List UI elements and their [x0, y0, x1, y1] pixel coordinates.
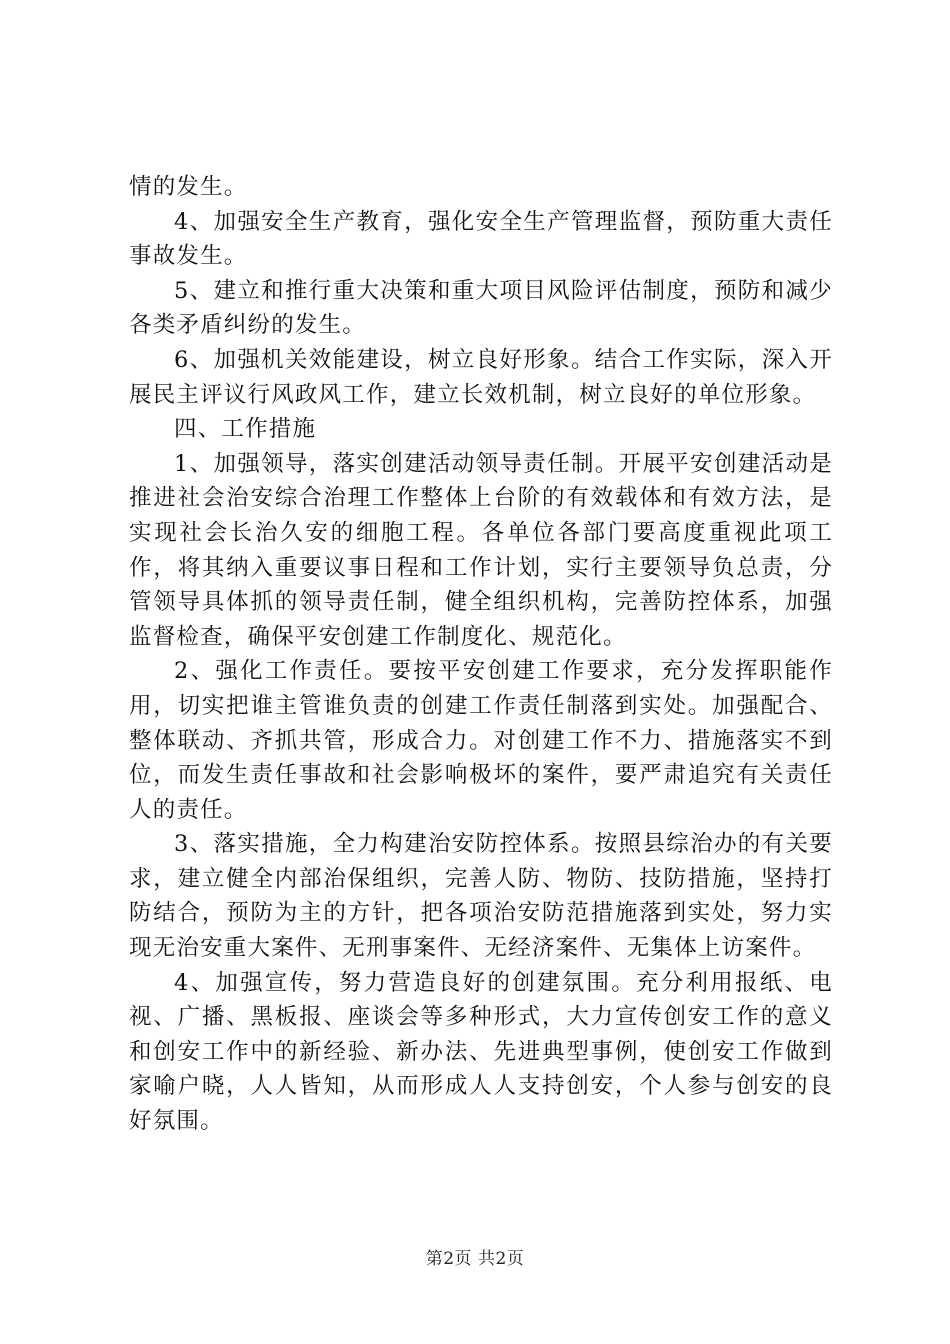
paragraph-item-6-efficiency: 6、加强机关效能建设，树立良好形象。结合工作实际，深入开展民主评议行风政风工作，建立长效机制，树立良好的单位形象。 [129, 346, 833, 408]
page-footer: 第2页 共2页 [425, 1249, 525, 1269]
section-heading-measures: 四、工作措施 [174, 416, 317, 443]
paragraph-continuation: 情的发生。 [129, 174, 248, 200]
paragraph-measure-4: 4、加强宣传，努力营造良好的创建氛围。充分利用报纸、电视、广播、黑板报、座谈会等多种形式，大力宣传创安工作的意义和创安工作中的新经验、新办法、先进典型事例，使创安工作做到家喻户晓，人人皆知，从而形成人人支持创安，个人参与创安的良好氛围。 [129, 969, 833, 1135]
document-body [129, 170, 833, 1139]
paragraph-item-5-risk: 5、建立和推行重大决策和重大项目风险评估制度，预防和减少各类矛盾纠纷的发生。 [129, 277, 833, 339]
paragraph-measure-1: 1、加强领导，落实创建活动领导责任制。开展平安创建活动是推进社会治安综合治理工作整体上台阶的有效载体和有效方法，是实现社会长治久安的细胞工程。各单位各部门要高度重视此项工作，将其纳入重要议事日程和工作计划，实行主要领导负总责，分管领导具体抓的领导责任制，健全组织机构，完善防控体系，加强监督检查，确保平安创建工作制度化、规范化。 [129, 450, 833, 650]
paragraph-item-4-safety: 4、加强安全生产教育，强化安全生产管理监督，预防重大责任事故发生。 [129, 208, 833, 270]
paragraph-measure-3: 3、落实措施，全力构建治安防控体系。按照县综治办的有关要求，建立健全内部治保组织，完善人防、物防、技防措施，坚持打防结合，预防为主的方针，把各项治安防范措施落到实处，努力实现无治安重大案件、无刑事案件、无经济案件、无集体上访案件。 [129, 831, 833, 962]
paragraph-measure-2: 2、强化工作责任。要按平安创建工作要求，充分发挥职能作用，切实把谁主管谁负责的创建工作责任制落到实处。加强配合、整体联动、齐抓共管，形成合力。对创建工作不力、措施落实不到位，而发生责任事故和社会影响极坏的案件，要严肃追究有关责任人的责任。 [129, 658, 833, 823]
